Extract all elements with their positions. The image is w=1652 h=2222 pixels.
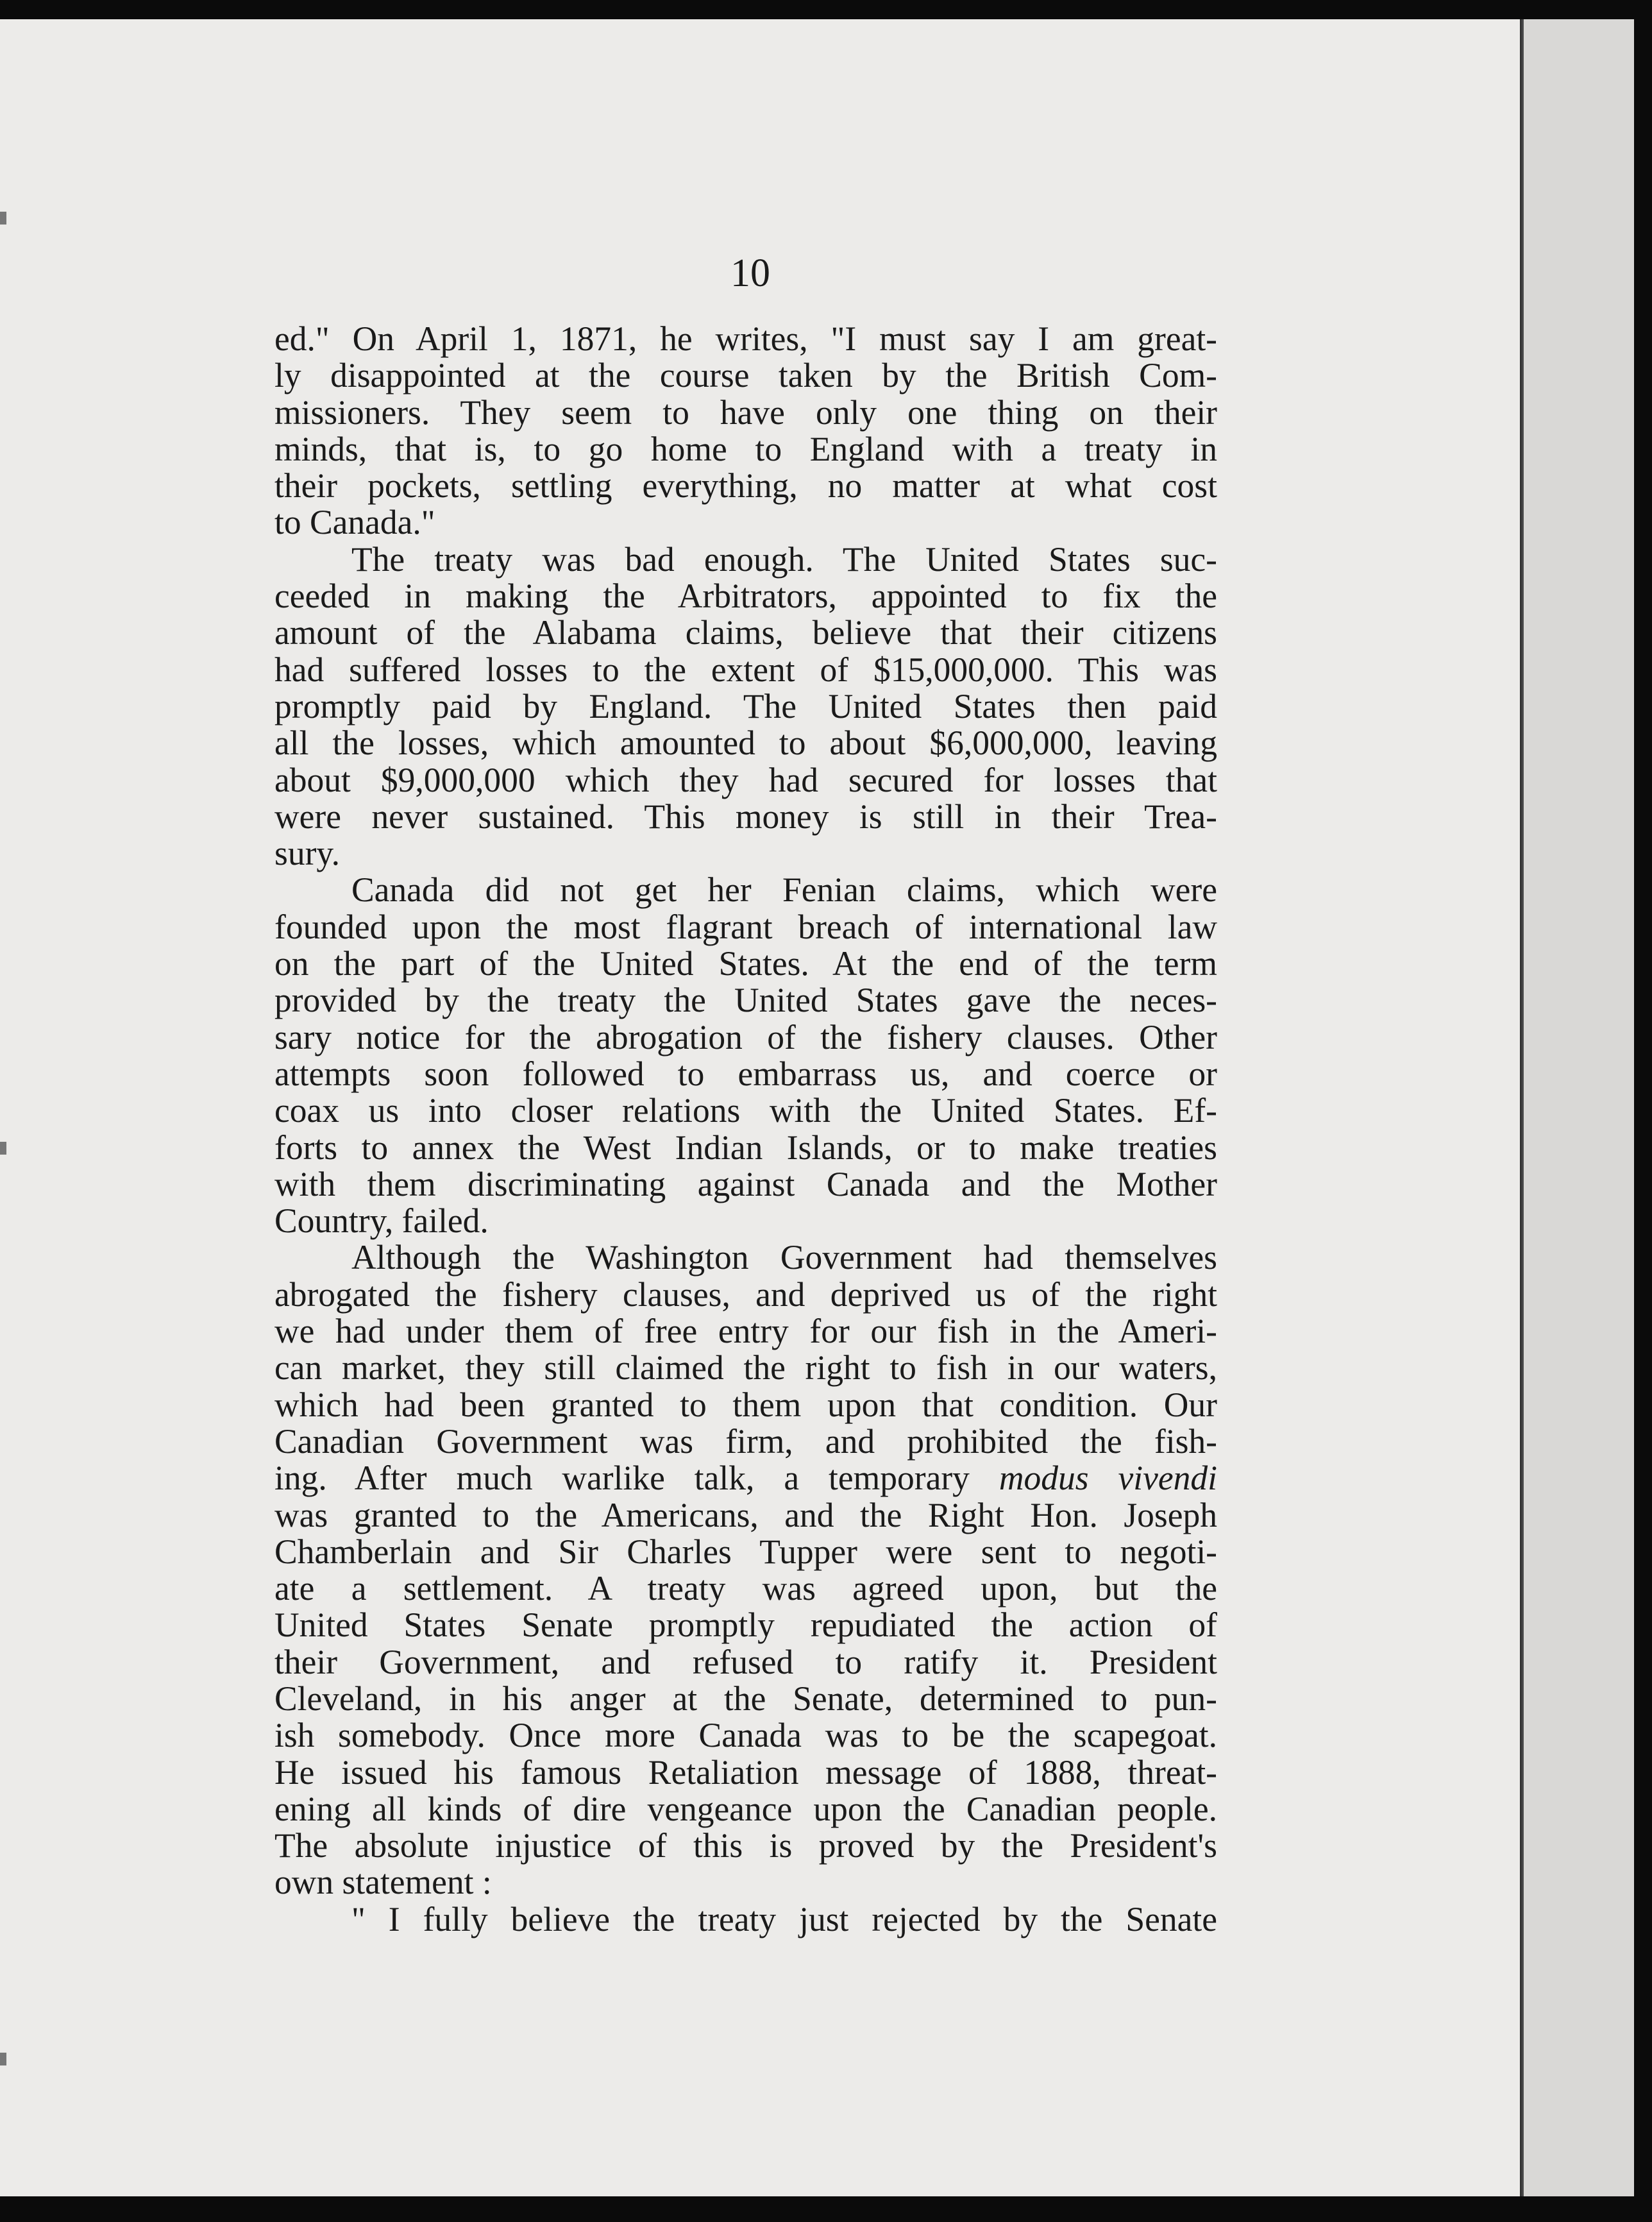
text-line: about $9,000,000 which they had secured for losses that: [274, 760, 1217, 799]
italic-phrase: modus vivendi: [999, 1459, 1218, 1498]
body-text: [274, 321, 1217, 1938]
text-line: The absolute injustice of this is proved by the President's: [274, 1826, 1217, 1865]
text-line: we had under them of free entry for our fish in the Ameri-: [274, 1312, 1217, 1351]
binding-mark: [0, 1142, 6, 1155]
text-line: Canada did not get her Fenian claims, which were: [351, 870, 1217, 910]
adjacent-page-edge: [1524, 19, 1634, 2196]
text-line: which had been granted to them upon that condition. Our: [274, 1385, 1217, 1424]
text-line: with them discriminating against Canada and the Mother: [274, 1164, 1217, 1203]
text-line: The treaty was bad enough. The United States suc-: [351, 539, 1217, 579]
text-line: was granted to the Americans, and the Right Hon. Joseph: [274, 1495, 1217, 1534]
text-segment: ing. After much warlike talk, a temporary: [274, 1459, 970, 1498]
text-line: abrogated the fishery clauses, and deprived us of the right: [274, 1275, 1217, 1314]
text-line: ate a settlement. A treaty was agreed upon, but the: [274, 1569, 1217, 1608]
text-line: ening all kinds of dire vengeance upon the Canadian people.: [274, 1789, 1217, 1828]
text-line: ed." On April 1, 1871, he writes, "I must say I am great-: [274, 319, 1217, 358]
text-line: own statement :: [274, 1863, 492, 1902]
text-line: minds, that is, to go home to England with a treaty in: [274, 429, 1217, 468]
text-line: promptly paid by England. The United States then paid: [274, 686, 1217, 725]
binding-mark: [0, 2053, 6, 2065]
text-line: all the losses, which amounted to about $6,000,000, leaving: [274, 724, 1217, 763]
text-line: Chamberlain and Sir Charles Tupper were sent to negoti-: [274, 1532, 1217, 1571]
text-line: their pockets, settling everything, no matter at what cost: [274, 466, 1217, 505]
text-line: founded upon the most flagrant breach of international law: [274, 907, 1217, 946]
page-number: 10: [730, 251, 770, 295]
scan-border-top: [0, 0, 1652, 19]
text-line: on the part of the United States. At the end of the term: [274, 944, 1217, 983]
text-line: " I fully believe the treaty just rejected by the Senate: [351, 1899, 1217, 1938]
text-line: ceeded in making the Arbitrators, appointed to fix the: [274, 577, 1217, 616]
text-line: to Canada.": [274, 503, 435, 542]
text-line: He issued his famous Retaliation message of 1888, threat-: [274, 1752, 1217, 1792]
text-line: Country, failed.: [274, 1201, 489, 1241]
text-line: Canadian Government was firm, and prohibited the fish-: [274, 1421, 1217, 1461]
text-line: can market, they still claimed the right to fish in our waters,: [274, 1348, 1217, 1387]
text-line: amount of the Alabama claims, believe that their citizens: [274, 613, 1217, 652]
text-line: coax us into closer relations with the United States. Ef-: [274, 1091, 1217, 1130]
text-line: United States Senate promptly repudiated the action of: [274, 1606, 1217, 1645]
text-line: sary notice for the abrogation of the fishery clauses. Other: [274, 1017, 1217, 1056]
binding-mark: [0, 212, 6, 225]
text-line: their Government, and refused to ratify it. President: [274, 1642, 1217, 1681]
text-line: Although the Washington Government had themselves: [351, 1238, 1217, 1277]
text-line: ish somebody. Once more Canada was to be the scapegoat.: [274, 1716, 1217, 1755]
text-line: attempts soon followed to embarrass us, and coerce or: [274, 1054, 1217, 1093]
text-line: missioners. They seem to have only one thing on their: [274, 393, 1217, 432]
text-line: were never sustained. This money is still in their Trea-: [274, 797, 1217, 836]
scan-border-right: [1634, 0, 1652, 2222]
text-line: had suffered losses to the extent of $15,000,000. This was: [274, 650, 1217, 689]
text-line: provided by the treaty the United States gave the neces-: [274, 981, 1217, 1020]
text-line: forts to annex the West Indian Islands, or to make treaties: [274, 1128, 1217, 1167]
text-line: sury.: [274, 834, 341, 873]
text-line: Cleveland, in his anger at the Senate, determined to pun-: [274, 1679, 1217, 1718]
text-line: [274, 1460, 1217, 1497]
text-line: ly disappointed at the course taken by the British Com-: [274, 356, 1217, 395]
scan-border-bottom: [0, 2196, 1652, 2222]
